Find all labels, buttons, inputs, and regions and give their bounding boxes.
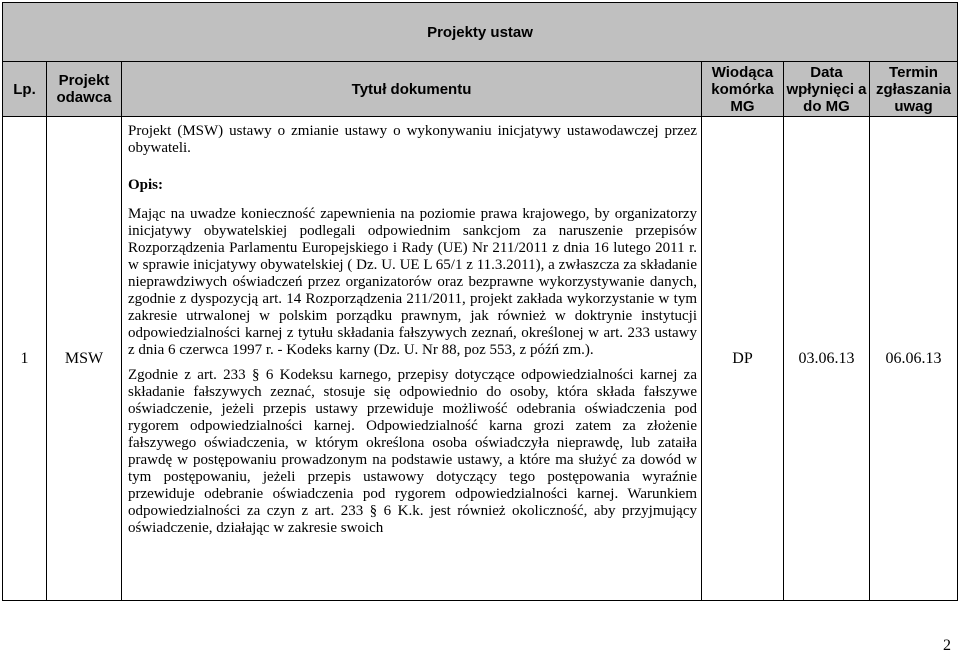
header-tytul: Tytuł dokumentu <box>122 62 702 117</box>
opis-label: Opis: <box>128 177 164 193</box>
table-row <box>3 117 958 601</box>
header-termin-uwag: Termin zgłaszania uwag <box>870 62 958 117</box>
header-lp: Lp. <box>3 62 47 117</box>
cell-projektodawca: MSW <box>47 117 122 601</box>
cell-lp: 1 <box>3 117 47 601</box>
cell-document-title <box>122 117 702 601</box>
opis-paragraph-2: Zgodnie z art. 233 § 6 Kodeksu karnego, przepisy dotyczące odpowiedzialności karnej za składanie fałszywych zeznać, stosuje się odpowiednio do osoby, która składa fałszywe oświadczenie, jeżeli przepis ustawy przewiduje możliwość odebrania oświadczenia pod rygorem odpowiedzialności karnej. Odpowiedzialność karna grozi zatem za złożenie fałszywego oświadczenia, w którym określona osoba oświadczyła nieprawdę, lub zataiła prawdę w postępowaniu prowadzonym na podstawie ustawy, a które ma służyć za dowód w tym postępowaniu, jeżeli przepis ustawowy dotyczący tego postępowania wyraźnie przewiduje odebranie oświadczenia pod rygorem odpowiedzialności karnej. Warunkiem odpowiedzialności za czyn z art. 233 § 6 K.k. jest również okoliczność, aby przyjmujący oświadczenie, działając w zakresie swoich <box>128 367 697 536</box>
project-title: Projekt (MSW) ustawy o zmianie ustawy o wykonywaniu inicjatywy ustawodawczej przez obywateli. <box>128 123 697 156</box>
cell-wiodaca-komorka: DP <box>702 117 784 601</box>
page-number: 2 <box>943 637 951 654</box>
opis-paragraph-1: Mając na uwadze konieczność zapewnienia na poziomie prawa krajowego, by organizatorzy inicjatywy obywatelskiej podlegali odpowiednim sankcjom za naruszenie przepisów Rozporządzenia Parlamentu Europejskiego i Rady (UE) Nr 211/2011 z dnia 16 lutego 2011 r. w sprawie inicjatywy obywatelskiej ( Dz. U. UE L 65/1 z 11.3.2011), a zwłaszcza za składanie nieprawdziwych oświadczeń przez organizatorów oraz bezprawne wykorzystywanie danych, zgodnie z dyspozycją art. 14 Rozporządzenia 211/2011, projekt zakłada wykorzystanie w tym zakresie utrwalonej w polskim porządku prawnym, jak również w doktrynie instytucji odpowiedzialności karnej z tytułu składania fałszywych zeznań, określonej w art. 233 ustawy z dnia 6 czerwca 1997 r. - Kodeks karny (Dz. U. Nr 88, poz 553, z późń zm.). <box>128 206 697 358</box>
header-data-wplyniecia: Data wpłynięci a do MG <box>784 62 870 117</box>
projects-table <box>2 2 958 601</box>
cell-termin-uwag: 06.06.13 <box>870 117 958 601</box>
header-projektodawca: Projekt odawca <box>47 62 122 117</box>
header-wiodaca-komorka: Wiodąca komórka MG <box>702 62 784 117</box>
cell-data-wplyniecia: 03.06.13 <box>784 117 870 601</box>
table-title: Projekty ustaw <box>3 3 958 62</box>
